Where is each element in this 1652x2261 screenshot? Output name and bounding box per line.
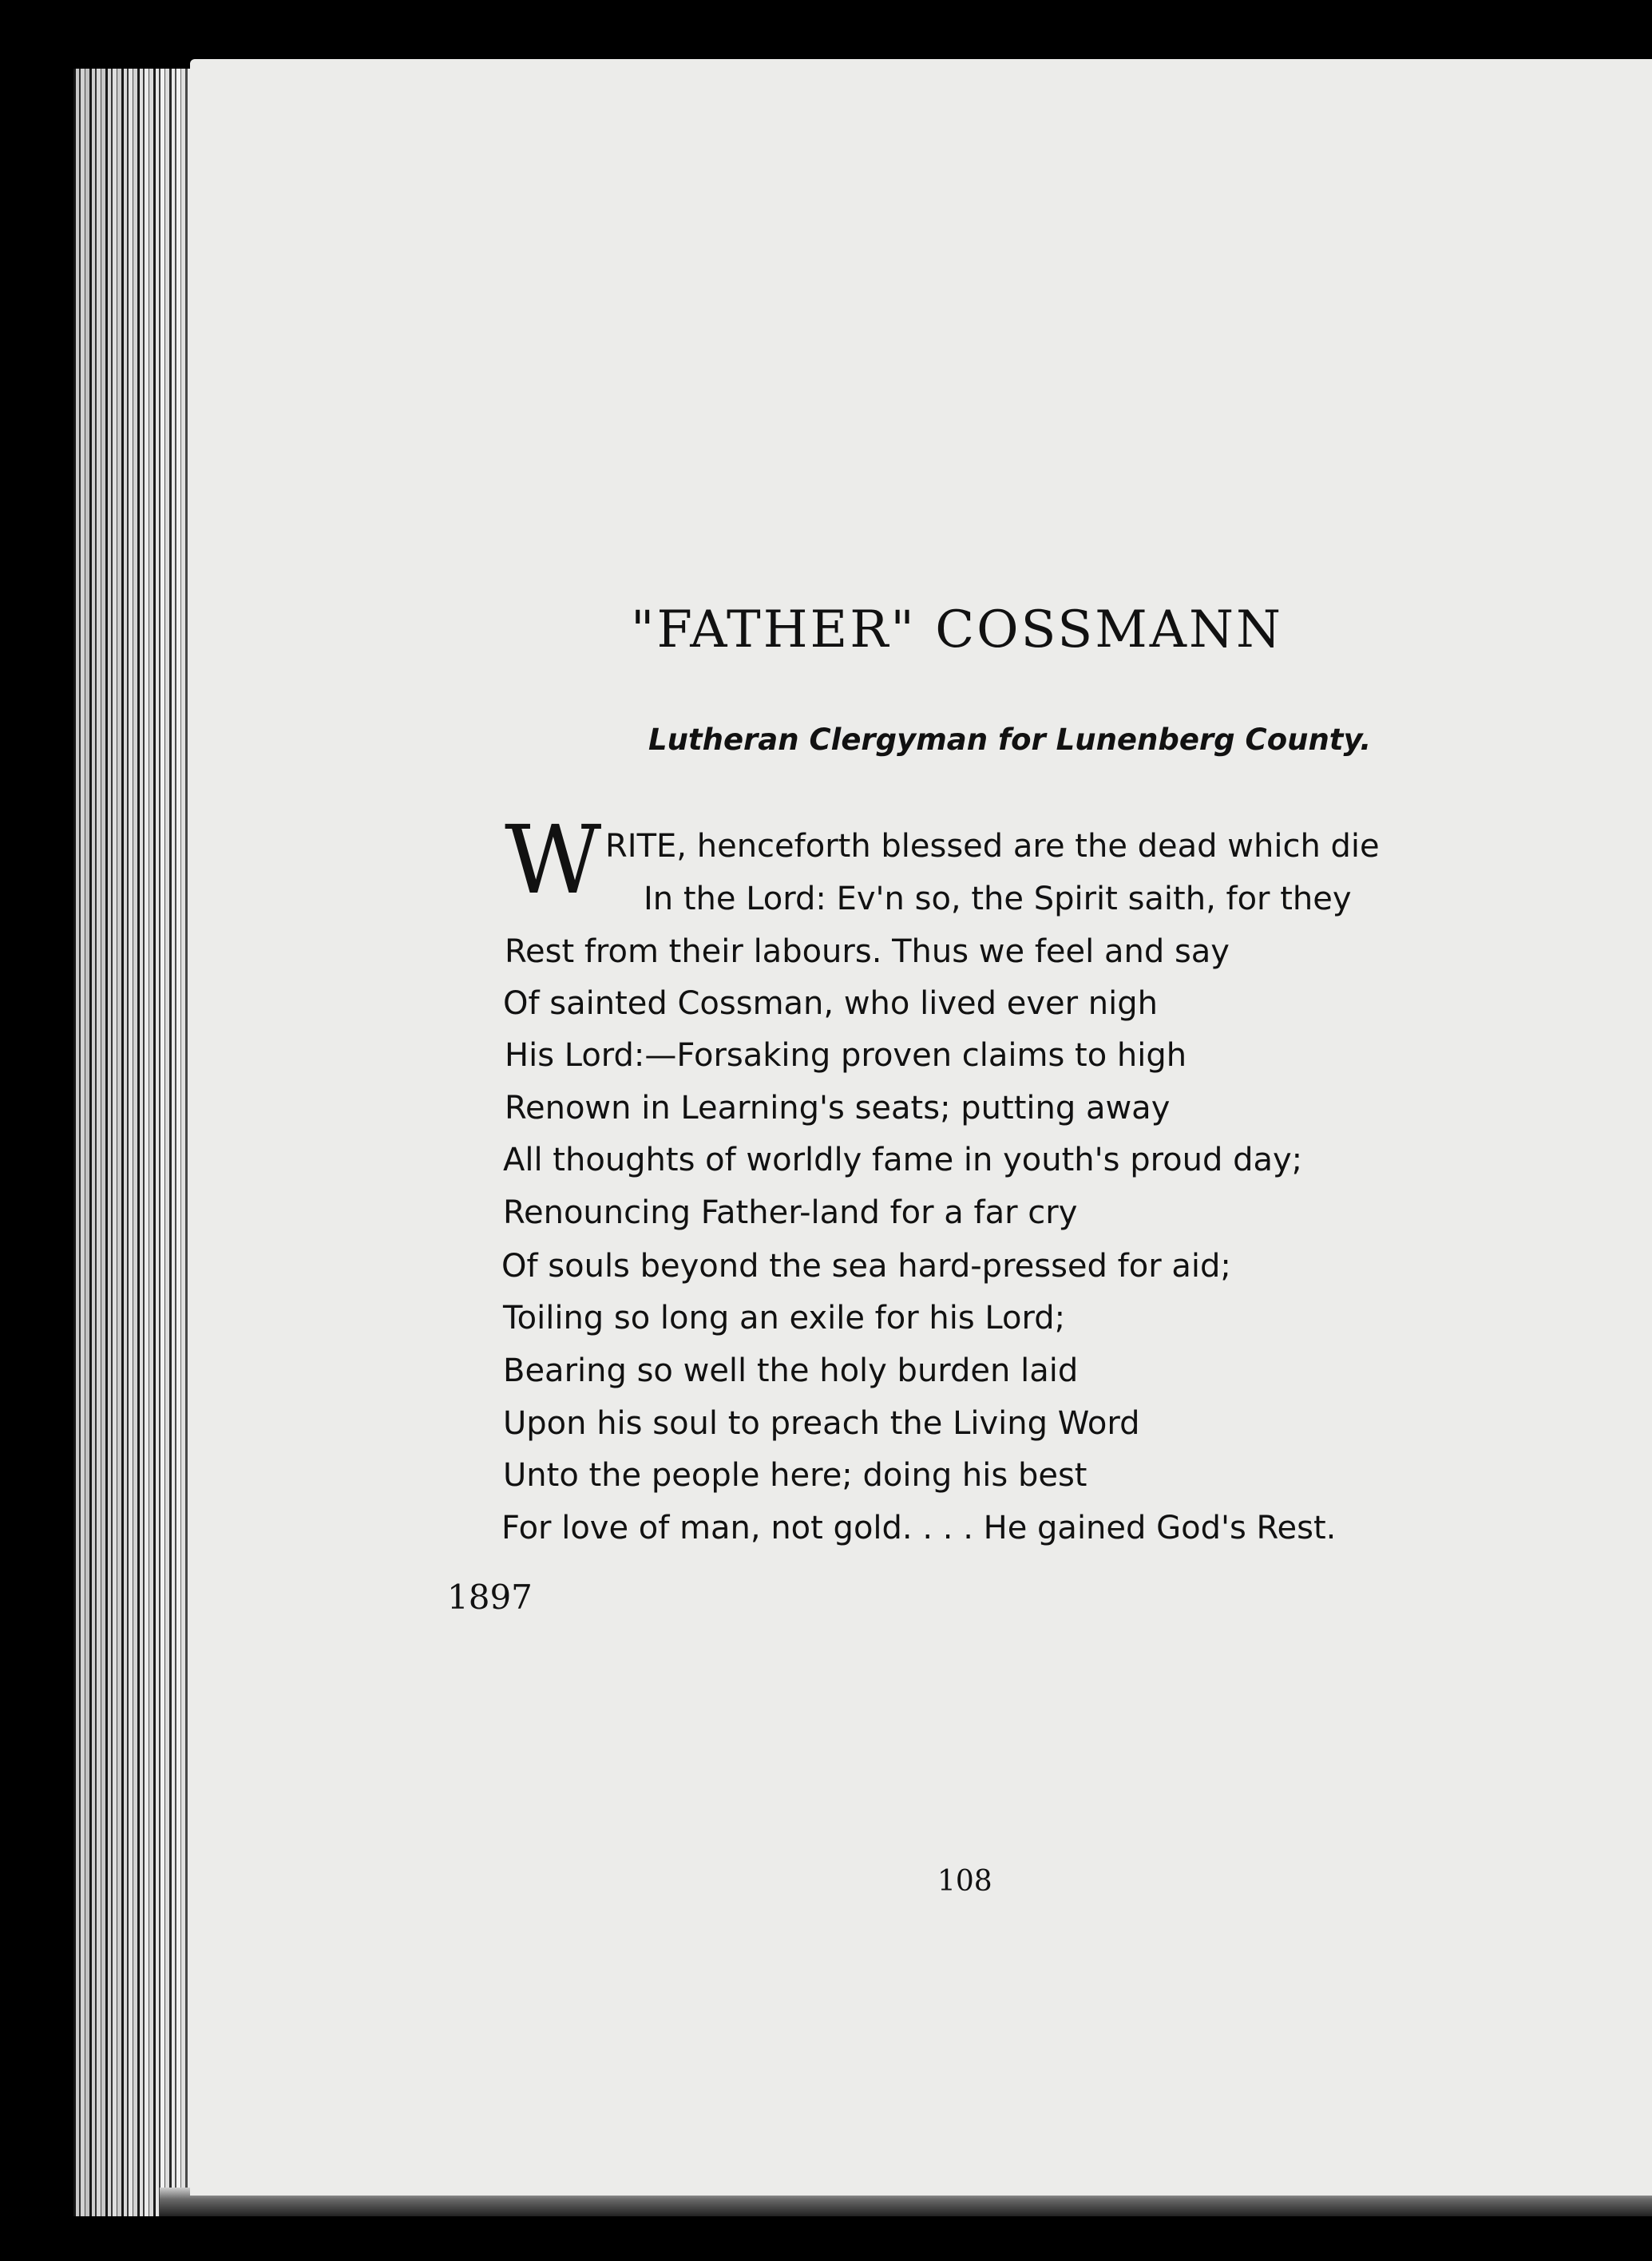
poem-line: For love of man, not gold. . . . He gained God's Rest. <box>501 1510 1337 1546</box>
drop-cap: W <box>505 805 602 915</box>
book-page <box>190 59 1652 2196</box>
poem-line: Bearing so well the holy burden laid <box>503 1352 1079 1389</box>
poem-line: Of sainted Cossman, who lived ever nigh <box>503 985 1158 1022</box>
poem-line: Of souls beyond the sea hard-pressed for aid; <box>501 1248 1231 1285</box>
poem-line: Toiling so long an exile for his Lord; <box>503 1300 1066 1336</box>
poem-subtitle: Lutheran Clergyman for Lunenberg County. <box>648 723 1372 757</box>
poem-line: In the Lord: Ev'n so, the Spirit saith, for they <box>644 881 1352 917</box>
poem-line: RITE, henceforth blessed are the dead which die <box>605 828 1380 865</box>
poem-line: Rest from their labours. Thus we feel and say <box>505 933 1230 970</box>
poem-line: His Lord:—Forsaking proven claims to high <box>505 1037 1187 1074</box>
poem-line: Renown in Learning's seats; putting away <box>505 1090 1171 1127</box>
poem-line: All thoughts of worldly fame in youth's proud day; <box>503 1142 1303 1178</box>
poem-line: Upon his soul to preach the Living Word <box>503 1405 1140 1442</box>
page-number: 108 <box>937 1865 992 1898</box>
poem-title: "FATHER" COSSMANN <box>631 600 1283 659</box>
poem-line: Renouncing Father-land for a far cry <box>503 1194 1078 1231</box>
poem-line: Unto the people here; doing his best <box>503 1457 1087 1494</box>
poem-year: 1897 <box>447 1578 533 1617</box>
